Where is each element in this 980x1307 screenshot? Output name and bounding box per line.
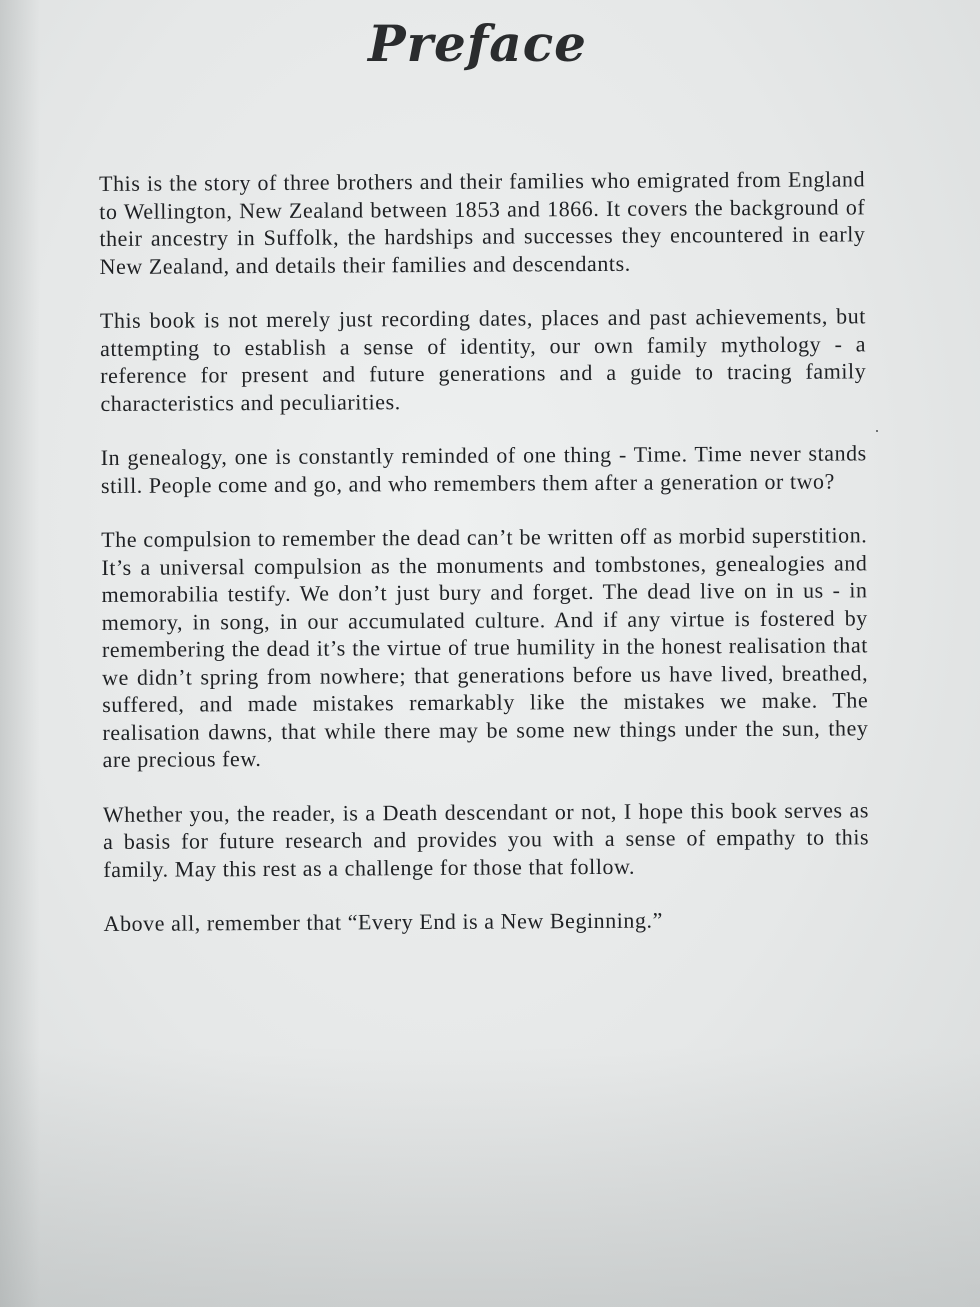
paragraph-4: The compulsion to remember the dead can’t be written off as morbid superstition. It’s a universal compulsion as the monuments and tombstones, genealogies and memorabilia testify. We don’t just bury and forget. The dead live on in us - in memory, in song, in our accumulated culture. And if any virtue is fostered by remembering the dead it’s the virtue of true humility in the honest realisation that we didn’t spring from nowhere; that generations before us have lived, breathed, suffered, and made mistakes remarkably like the mistakes we make. The realisation dawns, that while there may be some new things under the sun, they are precious few.: [101, 522, 869, 772]
paragraph-2: This book is not merely just recording dates, places and past achievements, but attempting to establish a sense of identity, our own family mythology - a reference for present and future generations and a guide to tracing family characteristics and peculiarities.: [99, 303, 867, 416]
paragraph-6: Above all, remember that “Every End is a New Beginning.”: [103, 907, 663, 936]
paragraph-5: Whether you, the reader, is a Death descendant or not, I hope this book serves as a basis for future research and provides you with a sense of empathy to this family. May this rest as a challenge for those that follow.: [102, 796, 870, 882]
page-title: Preface: [368, 14, 587, 73]
page-shadow-bottom: [0, 1047, 980, 1307]
paragraph-1: This is the story of three brothers and their families who emigrated from England to Wellington, New Zealand between 1853 and 1866. It covers the background of their ancestry in Suffolk, the hardships and successes they encountered in early New Zealand, and details their families and descendants.: [99, 166, 866, 279]
preface-body: [99, 165, 870, 964]
ink-speck: [876, 430, 878, 432]
paragraph-3: In genealogy, one is constantly reminded of one thing - Time. Time never stands still. People come and go, and who remembers them after a generation or two?: [100, 440, 867, 498]
